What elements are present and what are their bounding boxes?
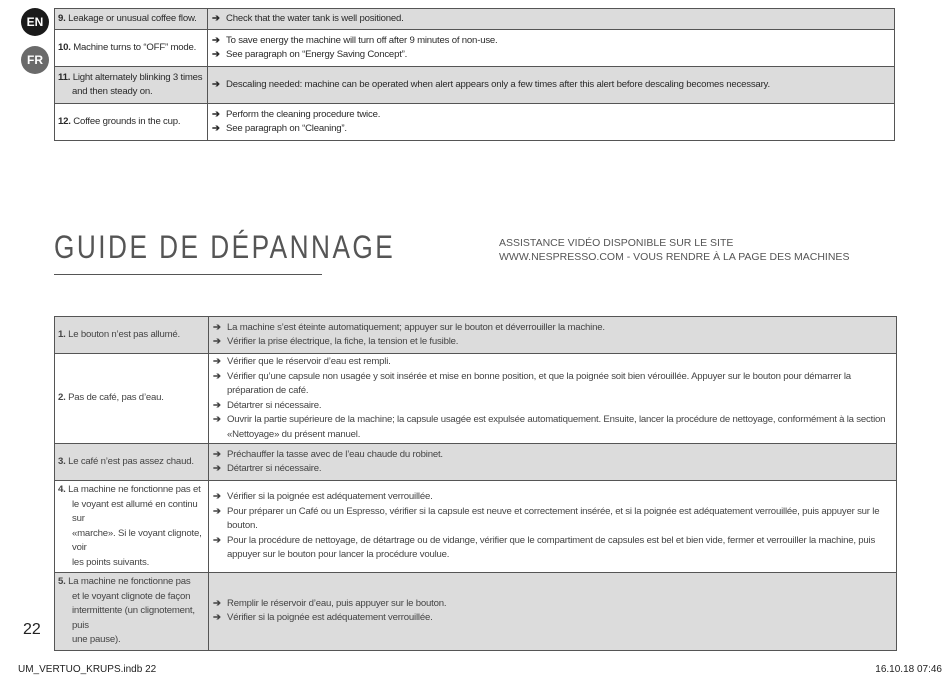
solution-cell [208, 67, 895, 104]
solution-item [213, 355, 892, 370]
arrow-right-icon: ➔ [212, 12, 220, 24]
table-row [55, 30, 895, 67]
solution-item [212, 48, 890, 63]
language-badge-en: EN [21, 8, 49, 36]
solution-text: Remplir le réservoir d’eau, puis appuyer sur le bouton. [227, 597, 447, 609]
solution-text: Vérifier que le réservoir d’eau est rempli. [227, 356, 391, 367]
arrow-right-icon: ➔ [213, 356, 221, 367]
problem-text: une pause). [72, 634, 121, 645]
problem-text: La machine ne fonctionne pas et [68, 484, 201, 495]
troubleshooting-table-fr [54, 316, 897, 651]
solution-text: Ouvrir la partie supérieure de la machine; la capsule usagée est expulsée automatiquement. Ensuite, lancer la procédure de nettoyage, conformément à la section «Nettoyage» du présent manuel. [227, 414, 886, 440]
problem-number: 9. [58, 12, 66, 24]
problem-cell [55, 481, 209, 573]
page-title: GUIDE DE DÉPANNAGE [54, 229, 396, 265]
solution-cell [209, 444, 897, 481]
solution-text: Perform the cleaning procedure twice. [226, 108, 381, 120]
solution-item [212, 108, 890, 123]
solution-item [213, 413, 892, 442]
solution-text: Vérifier la prise électrique, la fiche, la tension et le fusible. [227, 336, 459, 347]
arrow-right-icon: ➔ [212, 34, 220, 46]
solution-text: Descaling needed: machine can be operated when alert appears only a few times after this alert before descaling becomes necessary. [226, 78, 770, 90]
arrow-right-icon: ➔ [213, 448, 221, 460]
solution-text: See paragraph on “Energy Saving Concept”. [226, 49, 408, 60]
problem-text: intermittente (un clignotement, puis [72, 605, 195, 631]
title-underline [54, 274, 322, 275]
problem-cell [55, 354, 209, 444]
solution-cell [209, 317, 897, 354]
problem-text: La machine ne fonctionne pas [68, 576, 191, 587]
problem-text: et le voyant clignote de façon [72, 590, 191, 602]
problem-cell [55, 573, 209, 651]
problem-text: Light alternately blinking 3 times [72, 71, 203, 83]
arrow-right-icon: ➔ [212, 49, 220, 60]
arrow-right-icon: ➔ [213, 399, 221, 411]
problem-text: les points suivants. [72, 556, 150, 568]
arrow-right-icon: ➔ [213, 491, 221, 503]
table-row [55, 573, 897, 651]
solution-item [213, 370, 892, 399]
solution-text: Détartrer si nécessaire. [227, 399, 322, 411]
arrow-right-icon: ➔ [213, 505, 221, 517]
solution-text: Pour préparer un Café ou un Espresso, vérifier si la capsule est neuve et correctement insérée, et si la poignée est adéquatement verrouillée, puis appuyer sur le bouton. [227, 505, 880, 532]
problem-number: 3. [58, 455, 66, 467]
arrow-right-icon: ➔ [213, 336, 221, 347]
assistance-line-1: ASSISTANCE VIDÉO DISPONIBLE SUR LE SITE [499, 237, 734, 249]
solution-text: Vérifier si la poignée est adéquatement verrouillée. [227, 612, 433, 624]
problem-text: and then steady on. [72, 86, 153, 97]
arrow-right-icon: ➔ [213, 370, 221, 382]
solution-item [213, 505, 892, 534]
problem-cell [55, 67, 208, 104]
arrow-right-icon: ➔ [213, 321, 221, 333]
arrow-right-icon: ➔ [213, 612, 221, 624]
problem-number: 4. [58, 484, 66, 495]
problem-cell [55, 317, 209, 354]
problem-number: 2. [58, 392, 66, 404]
problem-text: Le bouton n’est pas allumé. [68, 328, 181, 340]
solution-item [212, 34, 890, 49]
solution-item [213, 490, 892, 505]
solution-item [212, 122, 890, 137]
page-number: 22 [23, 621, 41, 638]
problem-text: Leakage or unusual coffee flow. [68, 12, 197, 24]
problem-number: 11. [58, 71, 71, 83]
problem-number: 12. [58, 115, 71, 127]
video-assistance-note [499, 236, 849, 264]
solution-item [213, 321, 892, 336]
problem-cell [55, 30, 208, 67]
solution-text: Vérifier qu’une capsule non usagée y soit insérée et mise en bonne position, et que la poignée soit bien vérouillée. Appuyer sur le bouton pour démarrer la préparation de café. [227, 370, 851, 396]
solution-text: See paragraph on “Cleaning”. [226, 123, 347, 134]
solution-cell [209, 354, 897, 444]
table-row [55, 444, 897, 481]
problem-text: le voyant est allumé en continu sur [72, 498, 198, 524]
solution-text: Détartrer si nécessaire. [227, 463, 322, 474]
solution-cell [208, 9, 895, 30]
solution-text: To save energy the machine will turn off after 9 minutes of non-use. [226, 34, 498, 46]
problem-text: Coffee grounds in the cup. [73, 115, 181, 127]
arrow-right-icon: ➔ [212, 78, 220, 90]
problem-text: «marche». Si le voyant clignote, voir [72, 527, 202, 553]
problem-text: Le café n’est pas assez chaud. [68, 455, 194, 467]
solution-text: La machine s’est éteinte automatiquement; appuyer sur le bouton et déverrouiller la machine. [227, 321, 605, 333]
arrow-right-icon: ➔ [213, 534, 221, 546]
footer-file-name: UM_VERTUO_KRUPS.indb 22 [18, 664, 157, 675]
table-row [55, 67, 895, 104]
table-row [55, 317, 897, 354]
problem-cell [55, 9, 208, 30]
problem-text: Machine turns to “OFF” mode. [73, 41, 197, 53]
problem-number: 10. [58, 41, 71, 53]
troubleshooting-table-en [54, 8, 895, 141]
problem-cell [55, 444, 209, 481]
solution-text: Check that the water tank is well positioned. [226, 12, 404, 24]
solution-text: Pour la procédure de nettoyage, de détartrage ou de vidange, vérifier que le compartiment de capsules est bel et bien vide, fermer et verrouiller la machine, puis appuyer sur le bouton pour lancer la procédure voulue. [227, 534, 876, 561]
arrow-right-icon: ➔ [212, 108, 220, 120]
table-row [55, 104, 895, 141]
solution-cell [208, 104, 895, 141]
solution-item [213, 399, 892, 414]
solution-cell [208, 30, 895, 67]
solution-cell [209, 573, 897, 651]
table-row [55, 354, 897, 444]
problem-text: Pas de café, pas d’eau. [68, 392, 164, 404]
solution-item [213, 597, 892, 612]
solution-text: Préchauffer la tasse avec de l’eau chaude du robinet. [227, 448, 443, 460]
solution-item [213, 611, 892, 626]
language-badge-fr: FR [21, 46, 49, 74]
problem-cell [55, 104, 208, 141]
problem-number: 5. [58, 576, 66, 587]
solution-item [213, 534, 892, 563]
table-row [55, 9, 895, 30]
solution-cell [209, 481, 897, 573]
solution-item [212, 12, 890, 27]
arrow-right-icon: ➔ [213, 463, 221, 474]
problem-number: 1. [58, 328, 66, 340]
solution-item [213, 448, 892, 463]
solution-text: Vérifier si la poignée est adéquatement verrouillée. [227, 491, 433, 503]
assistance-line-2: WWW.NESPRESSO.COM - VOUS RENDRE À LA PAGE DES MACHINES [499, 251, 850, 263]
solution-item [213, 462, 892, 477]
footer-timestamp: 16.10.18 07:46 [875, 664, 942, 675]
arrow-right-icon: ➔ [212, 123, 220, 134]
table-row [55, 481, 897, 573]
arrow-right-icon: ➔ [213, 597, 221, 609]
solution-item [212, 78, 890, 93]
solution-item [213, 335, 892, 350]
arrow-right-icon: ➔ [213, 414, 221, 425]
